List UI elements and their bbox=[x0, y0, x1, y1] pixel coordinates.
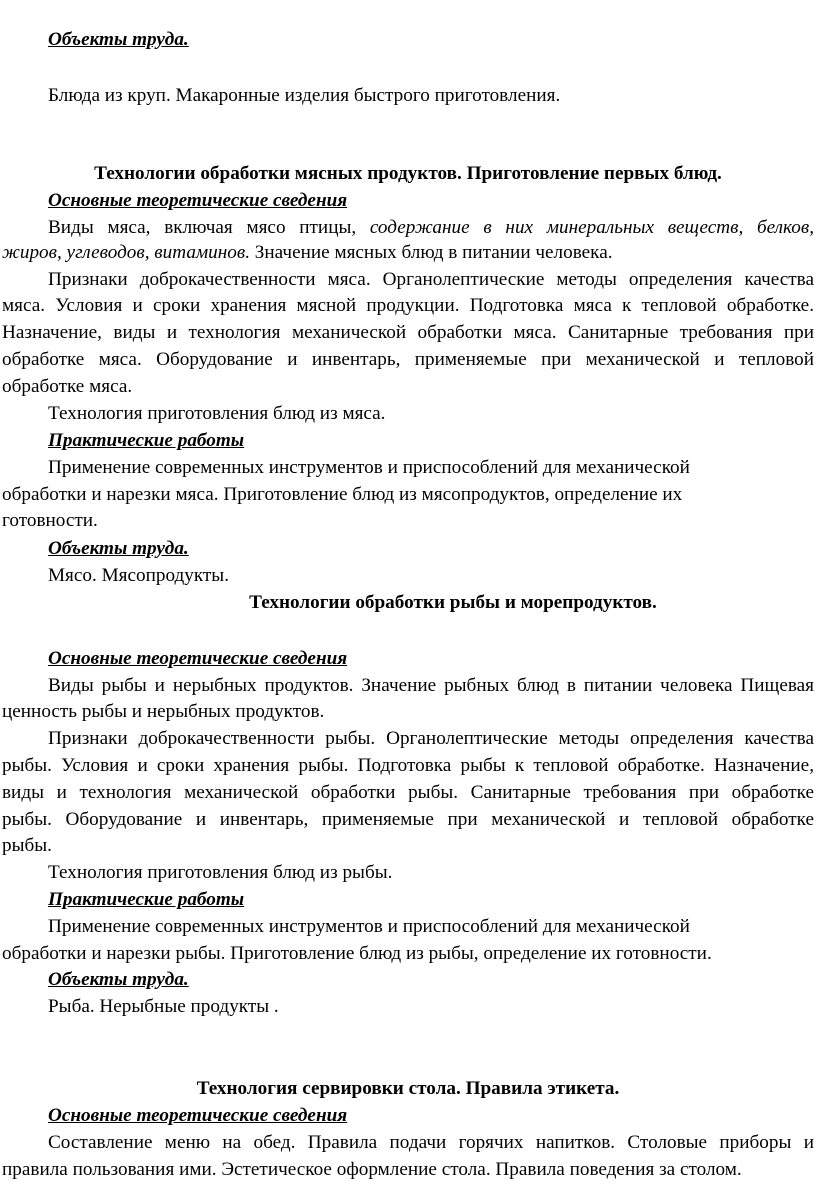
table-theory-heading: Основные теоретические сведения bbox=[48, 1105, 348, 1126]
meat-section-title: Технологии обработки мясных продуктов. Приготовление первых блюд. bbox=[94, 163, 722, 184]
table-theory-line: правила пользования ими. Эстетическое оформление стола. Правила поведения за столом. bbox=[2, 1159, 742, 1180]
meat-practice-heading: Практические работы bbox=[48, 430, 245, 451]
meat-theory-heading: Основные теоретические сведения bbox=[48, 190, 348, 211]
fish-section-title: Технологии обработки рыбы и морепродуктов. bbox=[249, 592, 657, 613]
fish-theory-line: ценность рыбы и нерыбных продуктов. bbox=[2, 701, 325, 722]
fish-quality-line: рыбы. Условия и сроки хранения рыбы. Подготовка рыбы к тепловой обработке. Назначение, bbox=[2, 755, 814, 776]
meat-objects-text: Мясо. Мясопродукты. bbox=[48, 565, 229, 586]
fish-practice-line: Применение современных инструментов и приспособлений для механической bbox=[48, 916, 690, 937]
meat-theory-line: жиров, углеводов, витаминов. Значение мясных блюд в питании человека. bbox=[2, 242, 613, 263]
meat-practice-line: готовности. bbox=[2, 510, 98, 531]
fish-objects-label: Объекты труда. bbox=[48, 969, 189, 990]
fish-cooking-text: Технология приготовления блюд из рыбы. bbox=[48, 862, 393, 883]
fish-theory-heading: Основные теоретические сведения bbox=[48, 648, 348, 669]
meat-quality-line: Назначение, виды и технология механической обработки мяса. Санитарные требования при bbox=[2, 322, 814, 343]
meat-quality-line: мяса. Условия и сроки хранения мясной продукции. Подготовка мяса к тепловой обработке. bbox=[2, 295, 814, 316]
meat-quality-line: Признаки доброкачественности мяса. Органолептические методы определения качества bbox=[48, 269, 814, 290]
fish-practice-heading: Практические работы bbox=[48, 889, 245, 910]
fish-objects-text: Рыба. Нерыбные продукты . bbox=[48, 996, 279, 1017]
meat-quality-line: обработке мяса. Оборудование и инвентарь, применяемые при механической и тепловой bbox=[2, 349, 814, 370]
meat-theory-line: Виды мяса, включая мясо птицы, содержание в них минеральных веществ, белков, bbox=[48, 217, 815, 238]
meat-quality-line: обработке мяса. bbox=[2, 376, 133, 397]
fish-quality-line: рыбы. Оборудование и инвентарь, применяемые при механической и тепловой обработке bbox=[2, 809, 814, 830]
meat-objects-label: Объекты труда. bbox=[48, 538, 189, 559]
fish-practice-line: обработки и нарезки рыбы. Приготовление блюд из рыбы, определение их готовности. bbox=[2, 943, 712, 964]
meat-practice-line: обработки и нарезки мяса. Приготовление блюд из мясопродуктов, определение их bbox=[2, 484, 683, 505]
table-theory-line: Составление меню на обед. Правила подачи горячих напитков. Столовые приборы и bbox=[48, 1132, 814, 1153]
fish-quality-line: Признаки доброкачественности рыбы. Органолептические методы определения качества bbox=[48, 728, 814, 749]
meat-cooking-text: Технология приготовления блюд из мяса. bbox=[48, 403, 386, 424]
fish-theory-line: Виды рыбы и нерыбных продуктов. Значение рыбных блюд в питании человека Пищевая bbox=[48, 675, 814, 696]
table-section-title: Технология сервировки стола. Правила этикета. bbox=[196, 1078, 620, 1099]
fish-quality-line: виды и технология механической обработки рыбы. Санитарные требования при обработке bbox=[2, 782, 814, 803]
fish-quality-line: рыбы. bbox=[2, 835, 52, 856]
objects-label: Объекты труда. bbox=[48, 29, 189, 50]
meat-practice-line: Применение современных инструментов и приспособлений для механической bbox=[48, 457, 690, 478]
objects-text: Блюда из круп. Макаронные изделия быстрого приготовления. bbox=[48, 85, 561, 106]
